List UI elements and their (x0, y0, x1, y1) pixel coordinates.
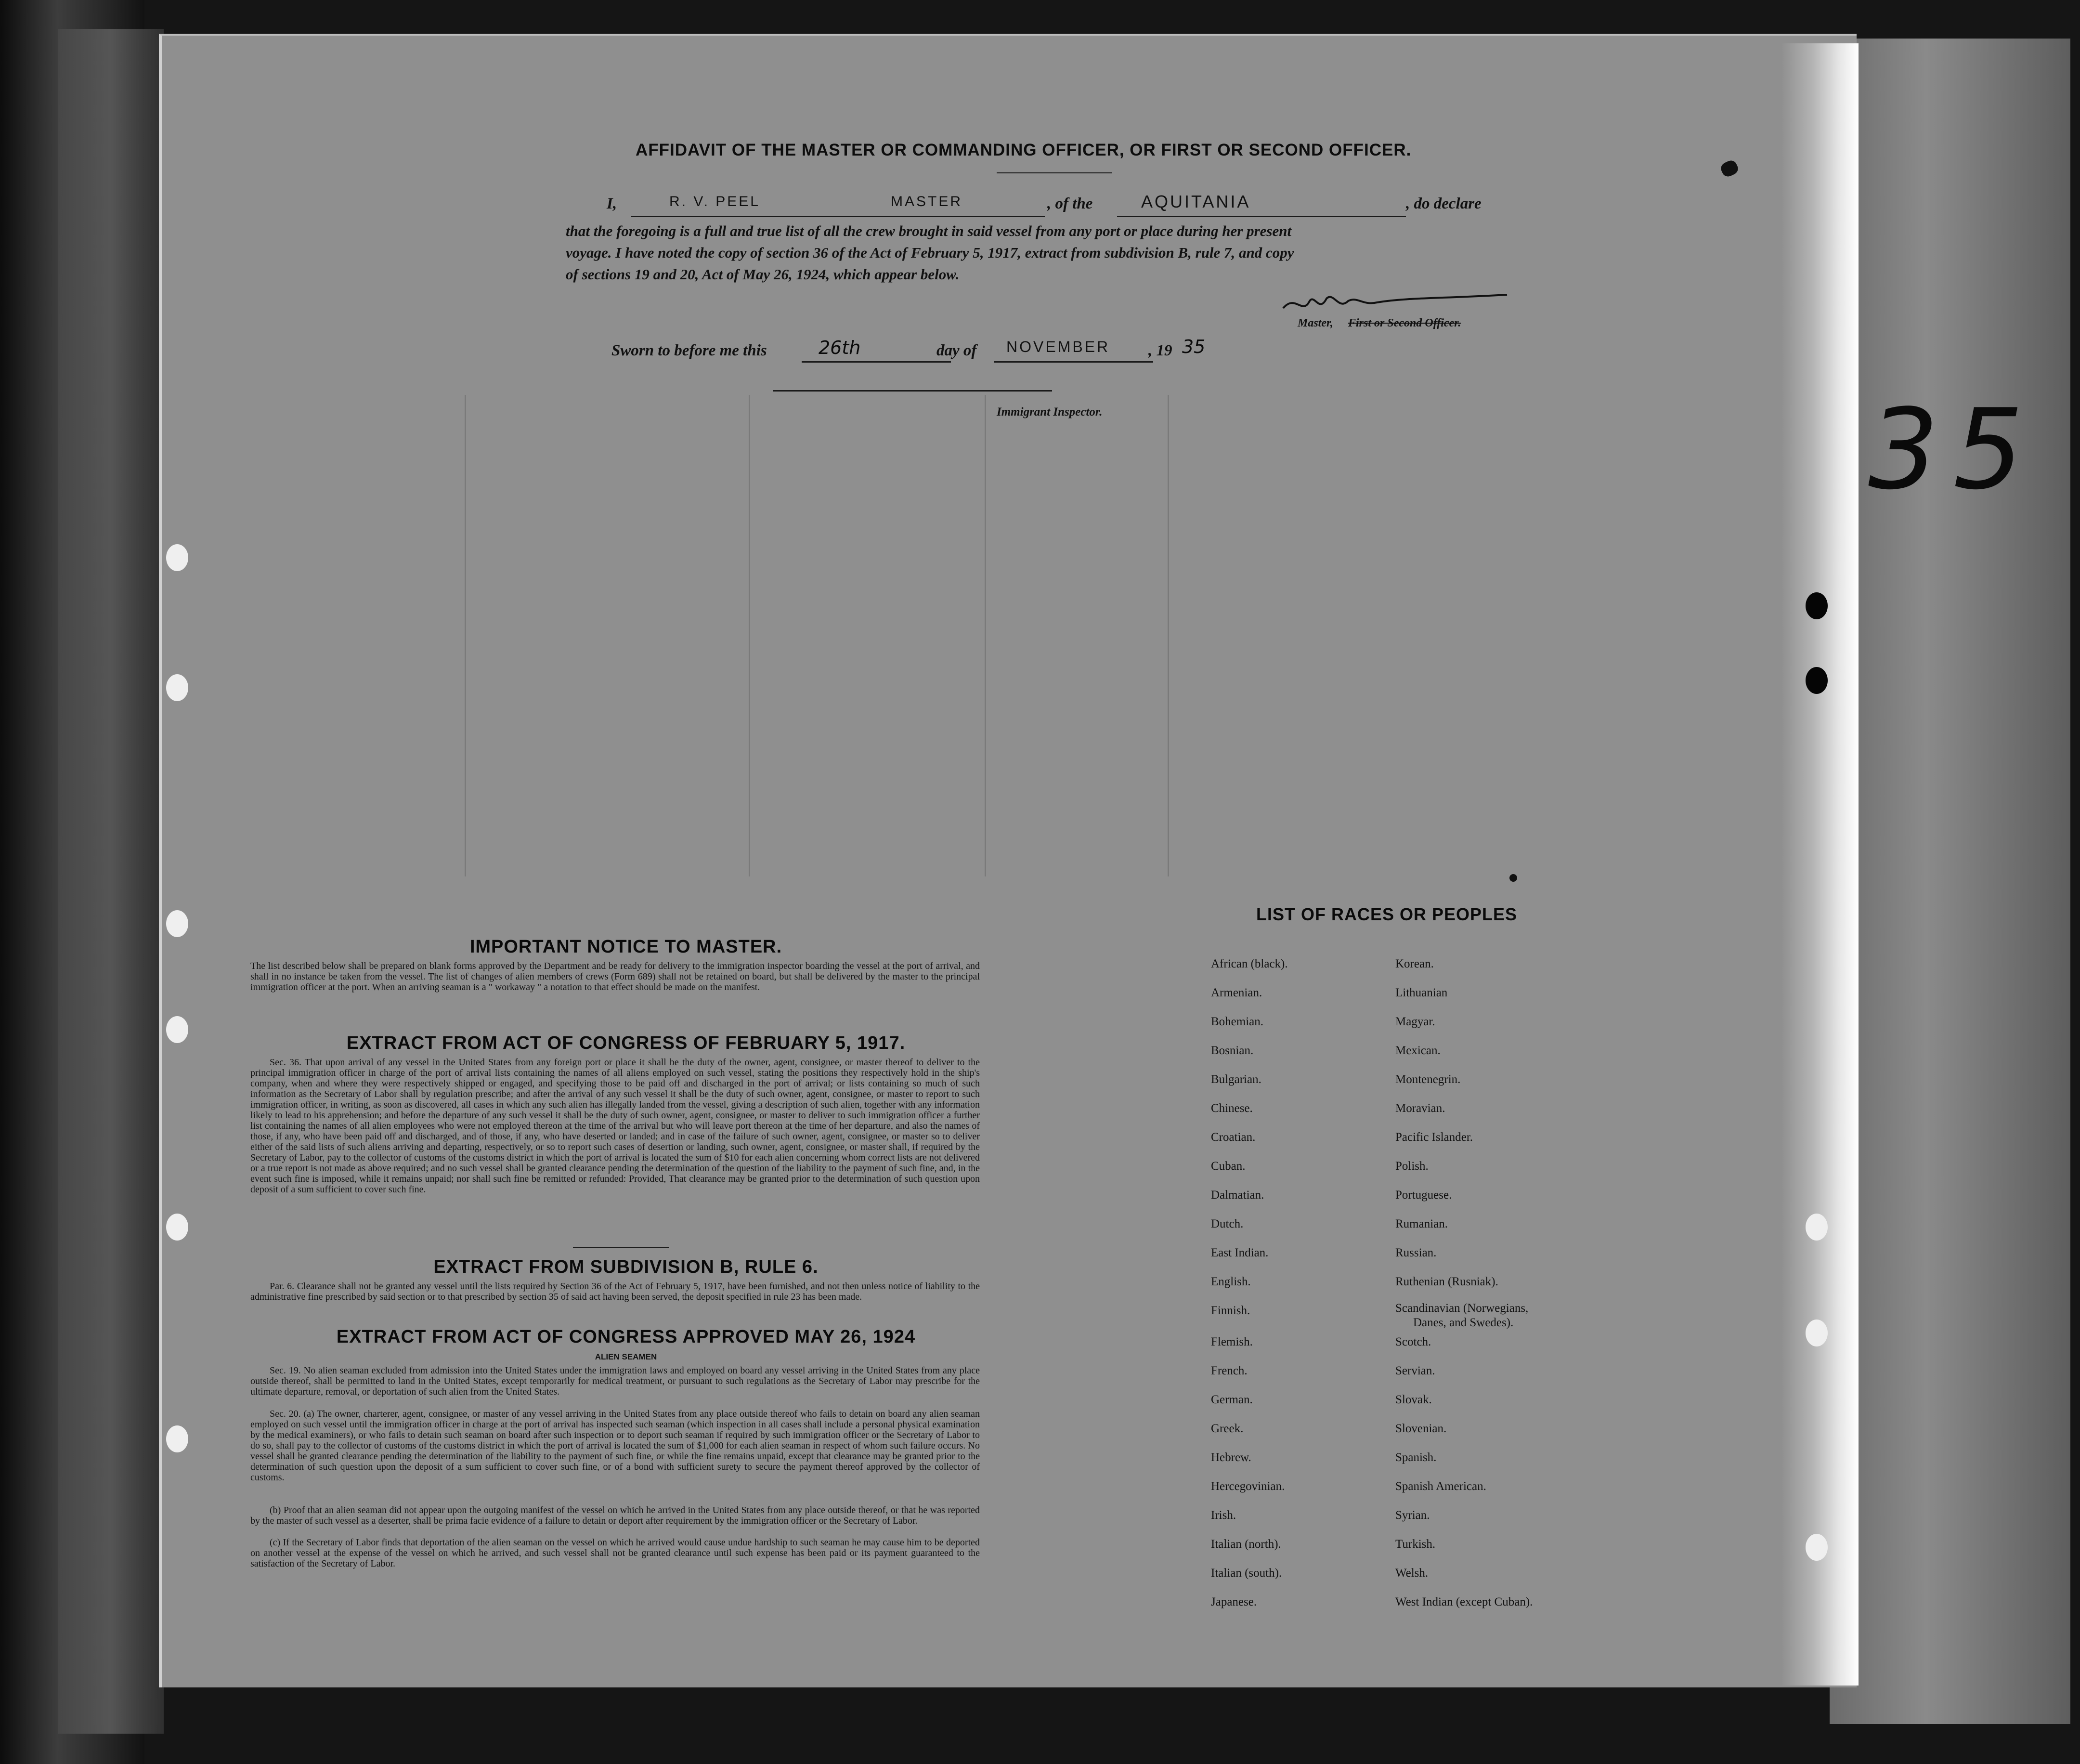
race-left: Hercegovinian. (1211, 1480, 1285, 1493)
notice-title: IMPORTANT NOTICE TO MASTER. (469, 937, 782, 957)
ink-dot (1509, 874, 1517, 882)
extract-rule6-body: Par. 6. Clearance shall not be granted any vessel until the lists required by Section 36 of the Act of February 5, 1917, have been furnished, and not then unless notice of liability to the administrative fine prescribed by said section or to that prescribed by section 35 of said act having been served, the deposit specified in rule 23 has been made. (250, 1281, 980, 1302)
affidavit-title: AFFIDAVIT OF THE MASTER OR COMMANDING OFFICER, OR FIRST OR SECOND OFFICER. (636, 141, 1412, 159)
vessel-name: AQUITANIA (1141, 192, 1251, 211)
race-right: Rumanian. (1395, 1217, 1448, 1230)
race-right: Ruthenian (Rusniak). (1395, 1275, 1498, 1288)
title-underline (997, 172, 1112, 173)
sworn-day-line (802, 361, 951, 363)
race-right: Lithuanian (1395, 986, 1448, 999)
race-left: Hebrew. (1211, 1451, 1251, 1464)
race-right: Montenegrin. (1395, 1073, 1461, 1086)
extract-1924-sec20c: (c) If the Secretary of Labor finds that deportation of the alien seaman on the vessel on which he arrived would cause undue hardship to such seaman he may cause him to be deported on another vessel at the expense of the vessel on which he arrived, and such vessel shall not be granted clearance until such expense has been paid or its payment guaranteed to the satisfaction of the Secretary of Labor. (250, 1537, 980, 1569)
binding-hole (166, 1425, 188, 1452)
notice-body: The list described below shall be prepared on blank forms approved by the Department and be ready for delivery to the immigration inspector boarding the vessel at the port of arrival, and shall in no instance be taken from the vessel. The list of changes of alien members of crews (Form 689) shall not be retained on board, but shall be delivered by the master to the principal immigration officer at the port. When an arriving seaman is a " workaway " a notation to that effect should be made on the manifest. (250, 961, 980, 993)
sworn-year: 35 (1182, 336, 1206, 357)
race-left: Dalmatian. (1211, 1189, 1264, 1202)
race-right: Spanish. (1395, 1451, 1437, 1464)
race-right: Danes, and Swedes). (1413, 1316, 1514, 1329)
inspector-caption: Immigrant Inspector. (997, 405, 1103, 418)
extract-1924-sec20b: (b) Proof that an alien seaman did not appear upon the outgoing manifest of the vessel on which he arrived in the United States from any place outside thereof, or that he was reported by the master of such vessel as a deserter, shall be prima facie evidence of a failure to detain or deport after requirement by the immigration officer or the Secretary of Labor. (250, 1505, 980, 1526)
do-declare-text: , do declare (1406, 195, 1482, 212)
race-right: Mexican. (1395, 1044, 1441, 1057)
race-left: Chinese. (1211, 1102, 1253, 1115)
race-left: Italian (north). (1211, 1538, 1281, 1551)
sworn-month: NOVEMBER (1006, 338, 1110, 355)
race-left: Croatian. (1211, 1131, 1256, 1144)
race-right: Slovak. (1395, 1393, 1432, 1406)
name-line (631, 216, 900, 217)
signature-caption-master: Master, (1298, 317, 1334, 329)
sworn-day-of: day of (936, 342, 977, 359)
race-left: Bulgarian. (1211, 1073, 1261, 1086)
affidavit-line-4: of sections 19 and 20, Act of May 26, 1924, which appear below. (566, 266, 960, 283)
race-right: Scotch. (1395, 1335, 1431, 1348)
sworn-month-line (994, 361, 1153, 363)
race-left: Italian (south). (1211, 1567, 1282, 1580)
affidavit-line-2: that the foregoing is a full and true list of all the crew brought in said vessel from any port or place during her present (566, 222, 1292, 239)
binding-hole (166, 1016, 188, 1043)
of-the-text: , of the (1047, 195, 1093, 212)
binding-hole (1806, 592, 1828, 619)
section-divider (573, 1247, 669, 1248)
adjacent-page (1830, 39, 2070, 1724)
signature-caption-struck: First or Second Officer. (1348, 317, 1461, 329)
inspector-line (773, 390, 1052, 392)
binding-hole (1806, 1534, 1828, 1561)
race-left: Finnish. (1211, 1304, 1250, 1317)
race-right: Korean. (1395, 957, 1434, 970)
bleed-through-rule (465, 395, 466, 876)
race-right: Russian. (1395, 1246, 1437, 1259)
race-right: Slovenian. (1395, 1422, 1447, 1435)
margin-note: 35 (1868, 386, 2038, 514)
extract-1924-sec20a: Sec. 20. (a) The owner, charterer, agent, consignee, or master of any vessel arriving in the United States from any place outside thereof who fails to detain on board any alien seaman employed on such vessel until the immigration officer in charge at the port of arrival has inspected such seaman (which inspection in all cases shall include a personal physical examination by the medical examiners), or who fails to detain such seaman on board after such inspection or to deport such seaman if required by such immigration officer or the Secretary of Labor to do so, shall pay to the collector of customs of the customs district in which the port of arrival is located the sum of $1,000 for each alien seaman in respect of whom such failure occurs. No vessel shall be granted clearance pending the determination of the liability to the payment of such fine, or while the fine remains unpaid, except that clearance may be granted prior to the determination of such question upon the deposit of a sum sufficient to cover such fine, or of a bond with sufficient surety to secure the payment thereof approved by the collector of customs. (250, 1409, 980, 1483)
race-right: Pacific Islander. (1395, 1131, 1473, 1144)
race-right: Moravian. (1395, 1102, 1445, 1115)
races-title: LIST OF RACES OR PEOPLES (1256, 904, 1518, 924)
binding-hole (1806, 1320, 1828, 1346)
race-right: Servian. (1395, 1364, 1435, 1377)
bleed-through-rule (749, 395, 750, 876)
extract-1924-sec19: Sec. 19. No alien seaman excluded from admission into the United States under the immigration laws and employed on board any vessel arriving in the United States from any place outside thereof, shall be permitted to land in the United States, except temporarily for medical treatment, or pursuant to such regulations as the Secretary of Labor may prescribe for the ultimate departure, removal, or deportation of such alien from the United States. (250, 1365, 980, 1397)
race-right: Spanish American. (1395, 1480, 1486, 1493)
page-curl-highlight (1781, 43, 1859, 1686)
master-rank: MASTER (891, 194, 963, 209)
binding-hole (166, 1214, 188, 1241)
bleed-through-rule (985, 395, 986, 876)
extract-1924-subtitle: ALIEN SEAMEN (595, 1352, 657, 1361)
extract-1924-title: EXTRACT FROM ACT OF CONGRESS APPROVED MAY 26, 1924 (336, 1327, 916, 1347)
binding-hole (166, 544, 188, 571)
bleed-through-rule (1168, 395, 1169, 876)
race-right: Scandinavian (Norwegians, (1395, 1302, 1529, 1315)
race-left: Greek. (1211, 1422, 1244, 1435)
race-left: Bosnian. (1211, 1044, 1254, 1057)
affidavit-pronoun: I, (607, 195, 617, 212)
extract-1917-title: EXTRACT FROM ACT OF CONGRESS OF FEBRUARY 5, 1917. (346, 1033, 906, 1053)
race-left: Bohemian. (1211, 1015, 1264, 1028)
race-right: Turkish. (1395, 1538, 1436, 1551)
race-left: Cuban. (1211, 1160, 1246, 1173)
binding-hole (166, 674, 188, 701)
stacked-page-edges (58, 29, 164, 1734)
binding-hole (1806, 667, 1828, 694)
race-left: Dutch. (1211, 1217, 1244, 1230)
extract-1917-body: Sec. 36. That upon arrival of any vessel in the United States from any foreign port or place it shall be the duty of the owner, agent, consignee, or master thereof to deliver to the principal immigration officer in charge of the port of arrival lists containing the names of all aliens employed on such vessel, stating the positions they respectively hold in the ship's company, when and where they were respectively shipped or engaged, and specifying those to be paid off and discharged in the port of arrival; or lists containing so much of such information as the Secretary of Labor shall by regulation prescribe; and after the arrival of any such vessel it shall be the duty of such owner, agent, consignee, or master to report to such immigration officer, in writing, as soon as discovered, all cases in which any such alien has illegally landed from the vessel, giving a description of such alien, together with any information likely to lead to his apprehension; and before the departure of any such vessel it shall be the duty of such owner, agent, consignee, or master to deliver to such immigration officer a further list containing the names of all alien employees who were not employed thereon at the time of the arrival but who will leave port thereon at the time of her departure, and also the names of those, if any, who have been paid off and discharged, and of those, if any, who have deserted or landed; and in case of the failure of such owner, agent, consignee, or master so to deliver either of the said lists of such aliens arriving and departing, respectively, or so to report such cases of desertion or landing, such owner, agent, consignee, or master shall, if required by the Secretary of Labor, pay to the collector of customs of the customs district in which the port of arrival is located the sum of $10 for each alien concerning whom correct lists are not delivered or a true report is not made as above required; and no such vessel shall be granted clearance pending the determination of the question of the liability to the payment of such fine, and, in the event such fine is imposed, while it remains unpaid; nor shall such fine be remitted or refunded: Provided, That clearance may be granted prior to the determination of such question upon deposit of a sum sufficient to cover such fine. (250, 1057, 980, 1195)
race-right: Welsh. (1395, 1567, 1429, 1580)
race-right: Polish. (1395, 1160, 1429, 1173)
race-left: Irish. (1211, 1509, 1236, 1522)
sworn-day: 26th (819, 337, 861, 358)
race-left: Japanese. (1211, 1595, 1257, 1608)
race-right: Magyar. (1395, 1015, 1435, 1028)
race-left: French. (1211, 1364, 1248, 1377)
binding-hole (1806, 1214, 1828, 1241)
race-left: African (black). (1211, 957, 1288, 970)
sworn-year-prefix: , 19 (1148, 342, 1172, 359)
race-right: West Indian (except Cuban). (1395, 1595, 1533, 1608)
binding-hole (166, 910, 188, 937)
affidavit-line-3: voyage. I have noted the copy of section 36 of the Act of February 5, 1917, extract from subdivision B, rule 7, and copy (566, 244, 1294, 261)
race-left: German. (1211, 1393, 1253, 1406)
race-left: Armenian. (1211, 986, 1262, 999)
extract-rule6-title: EXTRACT FROM SUBDIVISION B, RULE 6. (433, 1257, 819, 1277)
race-right: Portuguese. (1395, 1189, 1452, 1202)
race-left: English. (1211, 1275, 1251, 1288)
master-signature (1281, 289, 1512, 318)
race-left: Flemish. (1211, 1335, 1253, 1348)
race-right: Syrian. (1395, 1509, 1430, 1522)
race-left: East Indian. (1211, 1246, 1269, 1259)
master-name: R. V. PEEL (669, 194, 760, 209)
sworn-prefix: Sworn to before me this (611, 342, 767, 359)
rank-line (900, 216, 1045, 217)
vessel-line (1117, 216, 1406, 217)
